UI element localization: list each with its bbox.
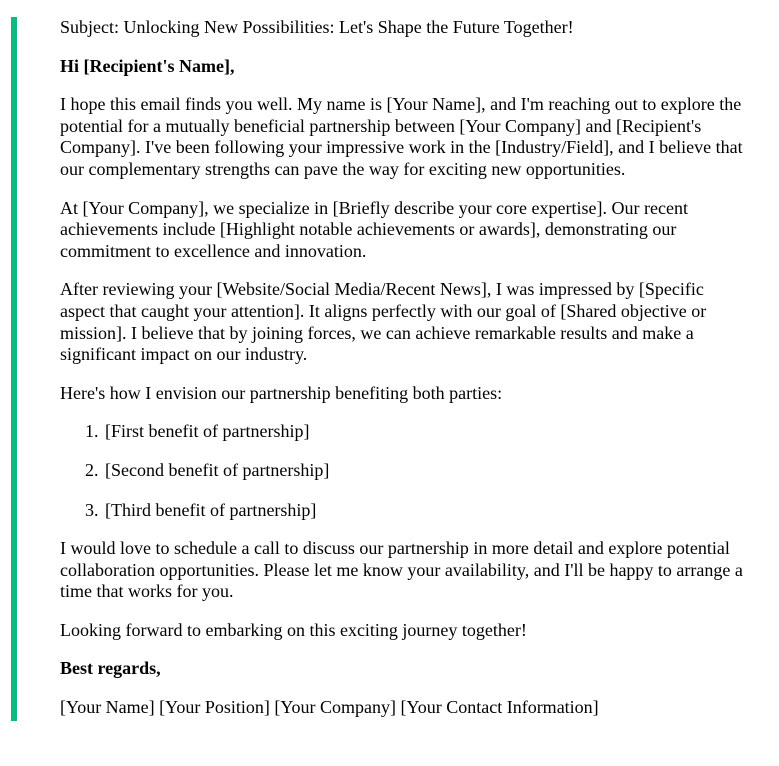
signoff-line: Best regards, <box>60 658 161 679</box>
benefits-list <box>60 421 745 521</box>
paragraph-intro: I hope this email finds you well. My name is [Your Name], and I'm reaching out to explore the potential for a mutually beneficial partnership between [Your Company] and [Recipient's Company]. I've been following your impressive work in the [Industry/Field], and I believe that our complementary strengths can pave the way for exciting new opportunities. <box>60 94 743 179</box>
email-template-quote <box>11 17 745 721</box>
subject-line: Subject: Unlocking New Possibilities: Let's Shape the Future Together! <box>60 17 574 37</box>
greeting-line: Hi [Recipient's Name], <box>60 55 235 76</box>
benefit-item-3: 3. [Third benefit of partnership] <box>103 500 745 522</box>
benefit-item-1: 1. [First benefit of partnership] <box>103 421 745 443</box>
paragraph-about-company: At [Your Company], we specialize in [Briefly describe your core expertise]. Our recent achievements include [Highlight notable achievements or awards], demonstrating our commitment to excellence and innovation. <box>60 197 688 261</box>
signature-line: [Your Name] [Your Position] [Your Company] [Your Contact Information] <box>60 697 599 718</box>
paragraph-impressed: After reviewing your [Website/Social Media/Recent News], I was impressed by [Specific aspect that caught your attention]. It aligns perfectly with our goal of [Shared objective or mission]. I believe that by joining forces, we can achieve remarkable results and make a significant impact on our industry. <box>60 279 707 365</box>
benefit-item-2: 2. [Second benefit of partnership] <box>103 460 745 482</box>
benefits-intro-line: Here's how I envision our partnership benefiting both parties: <box>60 382 503 403</box>
closing-line: Looking forward to embarking on this exciting journey together! <box>60 619 527 640</box>
paragraph-call-to-action: I would love to schedule a call to discuss our partnership in more detail and explore potential collaboration opportunities. Please let me know your availability, and I'll be happy to arrange a time that works for you. <box>60 538 743 602</box>
